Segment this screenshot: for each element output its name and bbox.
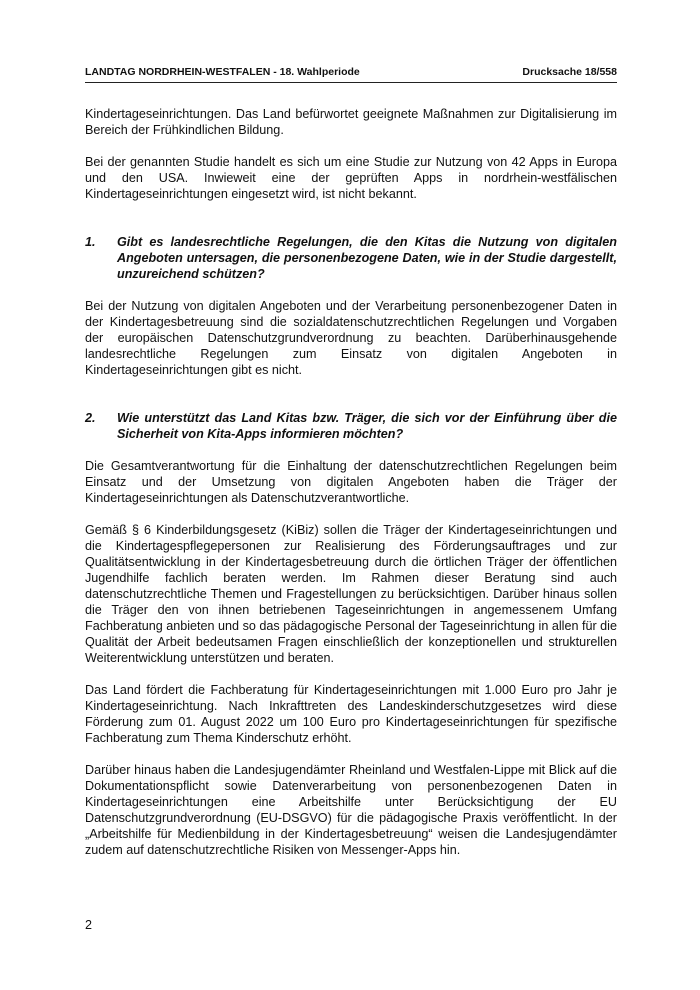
intro-paragraph: Kindertageseinrichtungen. Das Land befürwortet geeignete Maßnahmen zur Digitalisierung im Bereich der Frühkindlichen Bildung.: [85, 107, 617, 137]
answer-paragraph: Die Gesamtverantwortung für die Einhaltung der datenschutzrechtlichen Regelungen beim Einsatz und der Umsetzung von digitalen Angeboten haben die Träger der Kindertageseinrichtungen als Datenschutzverantwortliche.: [85, 459, 617, 505]
question-number: 2.: [85, 411, 96, 425]
answer-paragraph: Das Land fördert die Fachberatung für Kindertageseinrichtungen mit 1.000 Euro pro Jahr je Kindertageseinrichtung. Nach Inkrafttreten des Landeskinderschutzgesetzes wird diese Förderung zum 01. August 2022 um 100 Euro pro Kindertageseinrichtungen für spezifische Fachberatung zum Thema Kinderschutz erhöht.: [85, 683, 617, 745]
page-header: [85, 66, 617, 83]
header-parliament-title: LANDTAG NORDRHEIN-WESTFALEN - 18. Wahlperiode: [85, 66, 360, 78]
answer-paragraph: Gemäß § 6 Kinderbildungsgesetz (KiBiz) sollen die Träger der Kindertageseinrichtungen und die Kindertagespflegepersonen zur Realisierung des Förderungsauftrages und zur Qualitätsentwicklung in der Kindertagesbetreuung durch die örtlichen Träger der öffentlichen Jugendhilfe fachlich beraten werden. Im Rahmen dieser Beratung sind auch datenschutzrechtliche Themen und Fragestellungen zu berücksichtigen. Darüber hinaus sollen die Träger den von ihnen betriebenen Tageseinrichtungen in angemessenem Umfang Fachberatung anbieten und so das pädagogische Personal der Tageseinrichtung in allen für die Qualität der Arbeit bedeutsamen Fragen einschließlich der konzeptionellen und strukturellen Weiterentwicklung unterstützen und beraten.: [85, 523, 617, 665]
answer-paragraph: Bei der Nutzung von digitalen Angeboten und der Verarbeitung personenbezogener Daten in der Kindertagesbetreuung sind die sozialdatenschutzrechtlichen Regelungen und Vorgaben der europäischen Datenschutzgrundverordnung zu beachten. Darüberhinausgehende landesrechtliche Regelungen zum Einsatz von digitalen Angeboten in Kindertageseinrichtungen gibt es nicht.: [85, 299, 617, 377]
answer-paragraph: Darüber hinaus haben die Landesjugendämter Rheinland und Westfalen-Lippe mit Blick auf die Dokumentationspflicht sowie Datenverarbeitung von personenbezogenen Daten in Kindertageseinrichtungen eine Arbeitshilfe unter Berücksichtigung der EU Datenschutzgrundverordnung (EU-DSGVO) für die pädagogische Praxis veröffentlicht. In der „Arbeitshilfe für Medienbildung in der Kindertagesbetreuung“ weisen die Landesjugendämter zudem auf datenschutzrechtliche Risiken von Messenger-Apps hin.: [85, 763, 617, 857]
document-body: [85, 106, 617, 874]
header-document-number: Drucksache 18/558: [522, 66, 617, 78]
question-number: 1.: [85, 235, 96, 249]
intro-paragraph: Bei der genannten Studie handelt es sich um eine Studie zur Nutzung von 42 Apps in Europa und den USA. Inwieweit eine der geprüften Apps in nordrhein-westfälischen Kindertageseinrichtungen eingesetzt wird, ist nicht bekannt.: [85, 155, 617, 201]
question-1: [85, 234, 617, 282]
question-text: Wie unterstützt das Land Kitas bzw. Träger, die sich vor der Einführung über die Sicherheit von Kita-Apps informieren möchten?: [117, 411, 617, 441]
question-text: Gibt es landesrechtliche Regelungen, die den Kitas die Nutzung von digitalen Angeboten untersagen, die personenbezogene Daten, wie in der Studie dargestellt, unzureichend schützen?: [117, 235, 617, 281]
question-2: [85, 410, 617, 442]
page-number: 2: [85, 918, 93, 932]
